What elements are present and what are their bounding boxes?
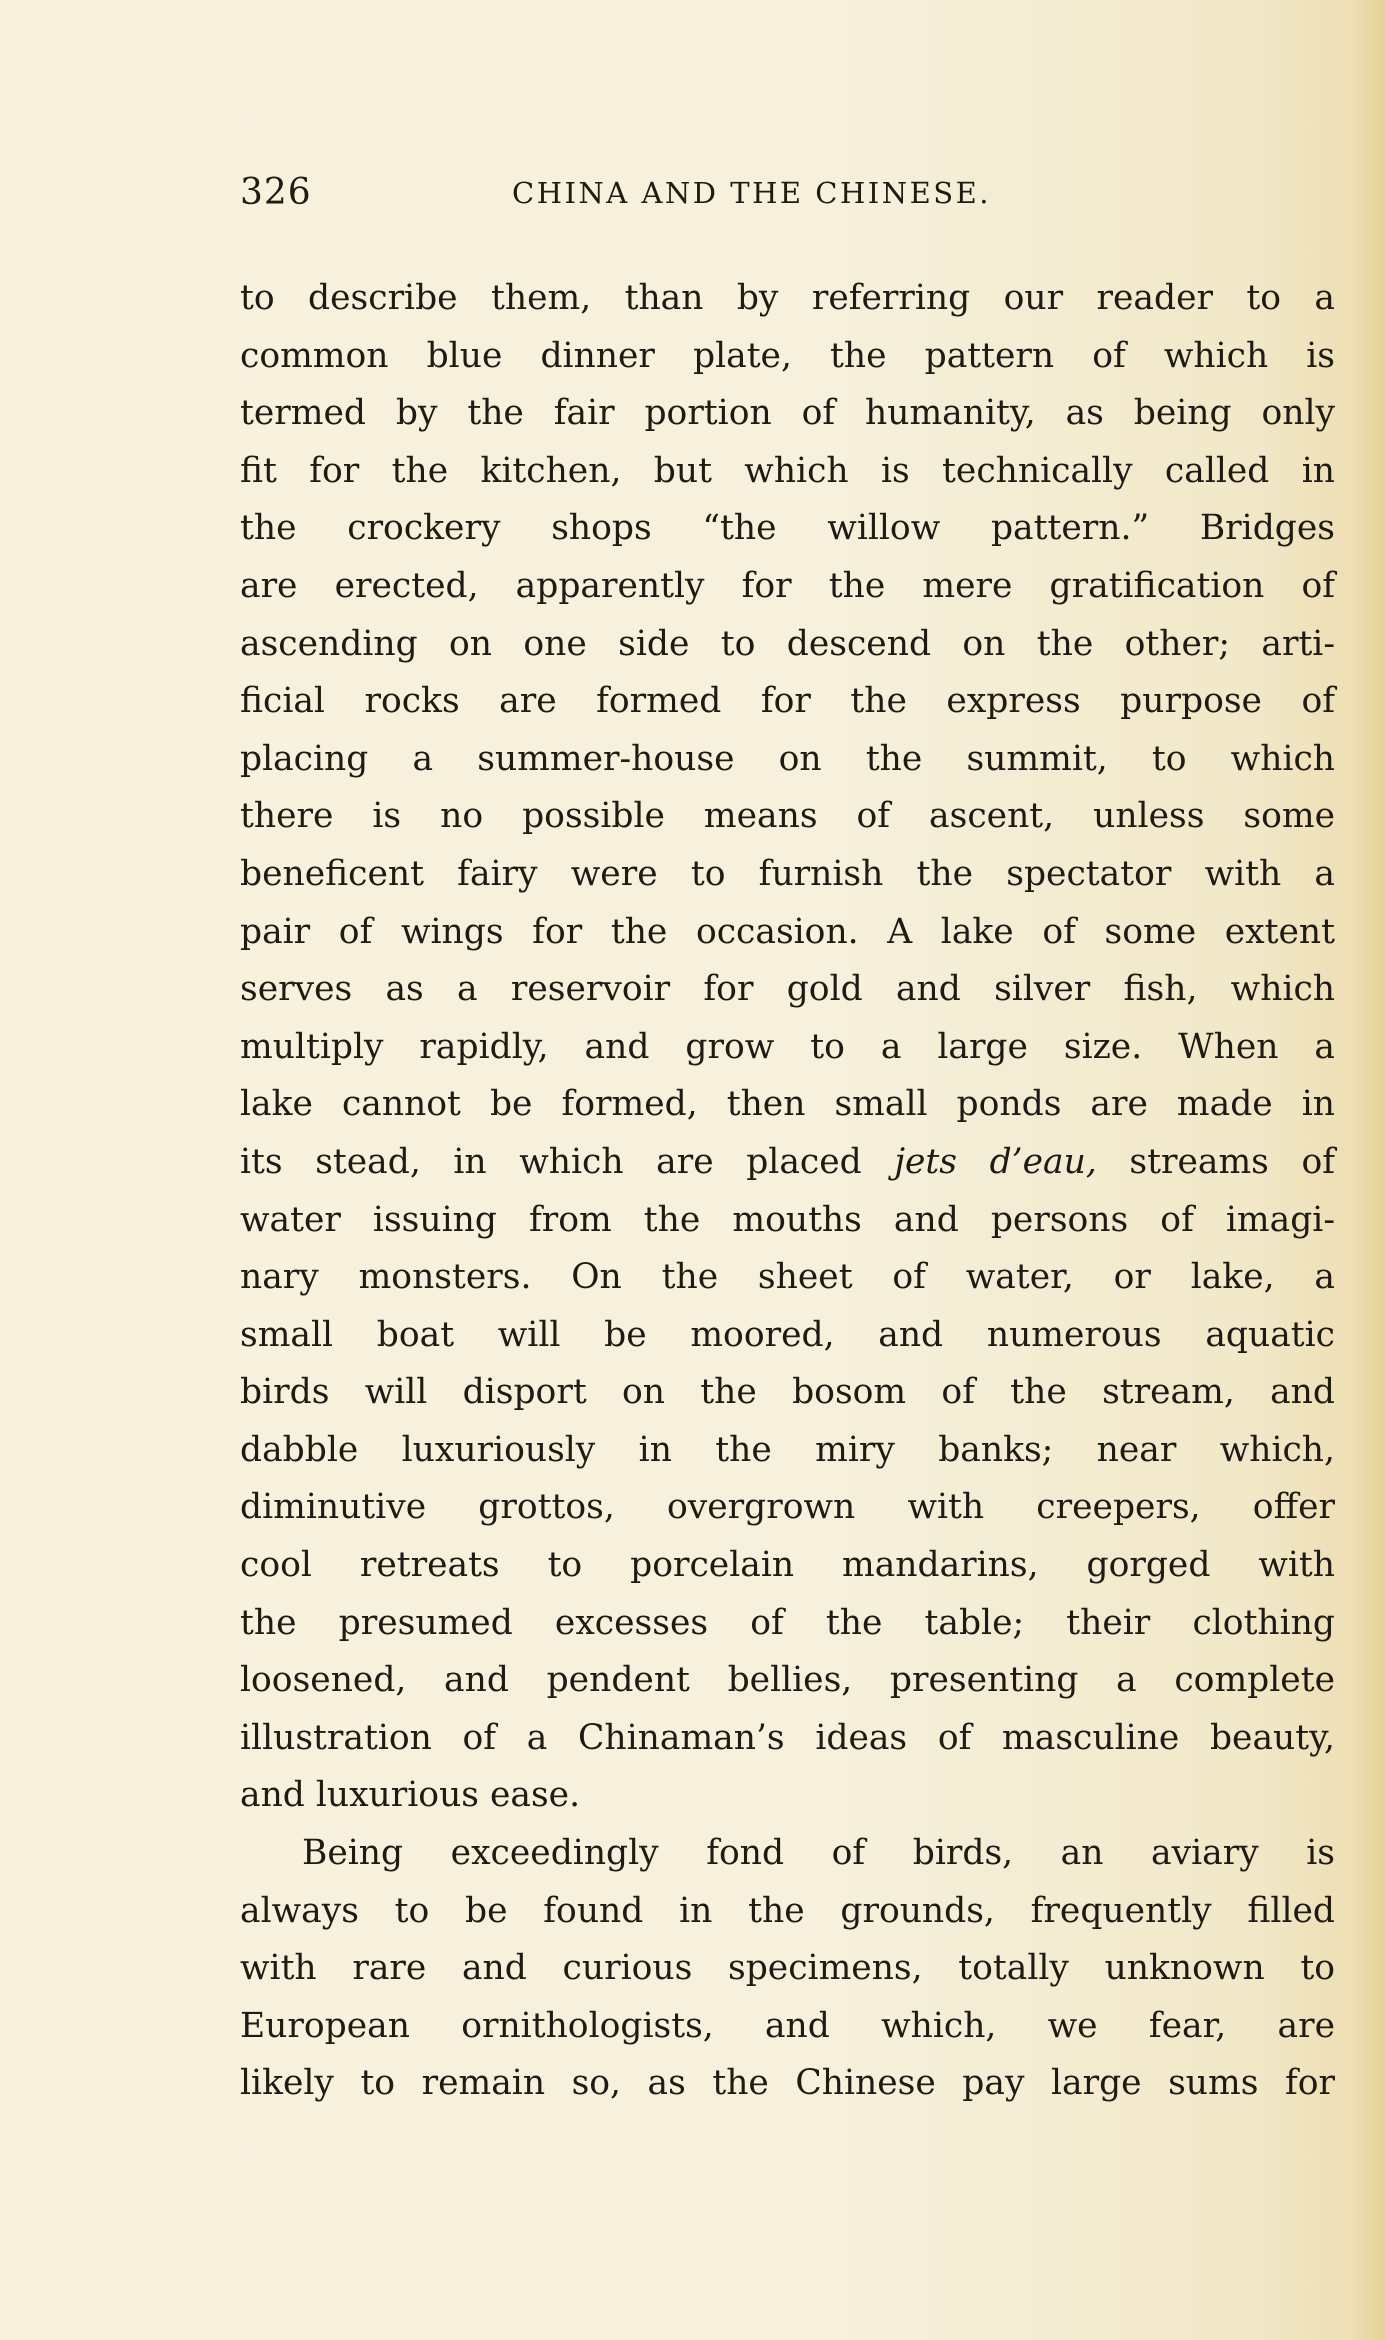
text-line: are erected, apparently for the mere gratification of [240,565,1335,606]
text-line: common blue dinner plate, the pattern of which is [240,335,1335,376]
text-line-paragraph-end: and luxurious ease. [240,1775,581,1816]
body-text [240,270,1335,2113]
text-line: cool retreats to porcelain mandarins, gorged with [240,1545,1335,1586]
text-line: dabble luxuriously in the miry banks; near which, [240,1429,1335,1470]
text-line: the presumed excesses of the table; their clothing [240,1602,1335,1643]
page-header [240,172,1080,222]
text-line: small boat will be moored, and numerous aquatic [240,1314,1335,1355]
text-segment: its stead, in which are placed [240,1141,862,1182]
page-edge-shading [1351,0,1385,2340]
text-line: termed by the fair portion of humanity, as being only [240,393,1335,434]
text-line: nary monsters. On the sheet of water, or lake, a [240,1257,1335,1298]
text-line: likely to remain so, as the Chinese pay large sums for [240,2063,1335,2104]
text-line: placing a summer-house on the summit, to which [240,738,1335,779]
text-line: serves as a reservoir for gold and silver fish, which [240,969,1335,1010]
text-line: with rare and curious specimens, totally unknown to [240,1948,1335,1989]
text-line: lake cannot be formed, then small ponds are made in [240,1084,1335,1125]
text-line-paragraph-start: Being exceedingly fond of birds, an aviary is [302,1833,1335,1874]
text-line: ficial rocks are formed for the express purpose of [240,681,1335,722]
text-line: birds will disport on the bosom of the stream, and [240,1372,1335,1413]
text-line: ascending on one side to descend on the other; arti- [240,623,1335,664]
text-line: water issuing from the mouths and persons of imagi- [240,1199,1335,1240]
running-head: CHINA AND THE CHINESE. [512,176,992,210]
text-line: pair of wings for the occasion. A lake of some extent [240,911,1335,952]
text-line: beneficent fairy were to furnish the spectator with a [240,853,1335,894]
text-segment: streams of [1129,1141,1335,1182]
text-line: illustration of a Chinaman’s ideas of masculine beauty, [240,1717,1335,1758]
text-line: multiply rapidly, and grow to a large size. When a [240,1026,1335,1067]
text-line: there is no possible means of ascent, unless some [240,796,1335,837]
italic-phrase: jets d’eau, [894,1141,1097,1182]
page-number: 326 [240,172,312,213]
text-line: fit for the kitchen, but which is technically called in [240,450,1335,491]
text-line: European ornithologists, and which, we fear, are [240,2005,1335,2046]
text-line: loosened, and pendent bellies, presenting a complete [240,1660,1335,1701]
text-line-with-italic [240,1134,1335,1192]
text-line: the crockery shops “the willow pattern.” Bridges [240,508,1335,549]
text-line: to describe them, than by referring our reader to a [240,278,1335,318]
text-line: always to be found in the grounds, frequently filled [240,1890,1335,1931]
text-line: diminutive grottos, overgrown with creepers, offer [240,1487,1335,1528]
